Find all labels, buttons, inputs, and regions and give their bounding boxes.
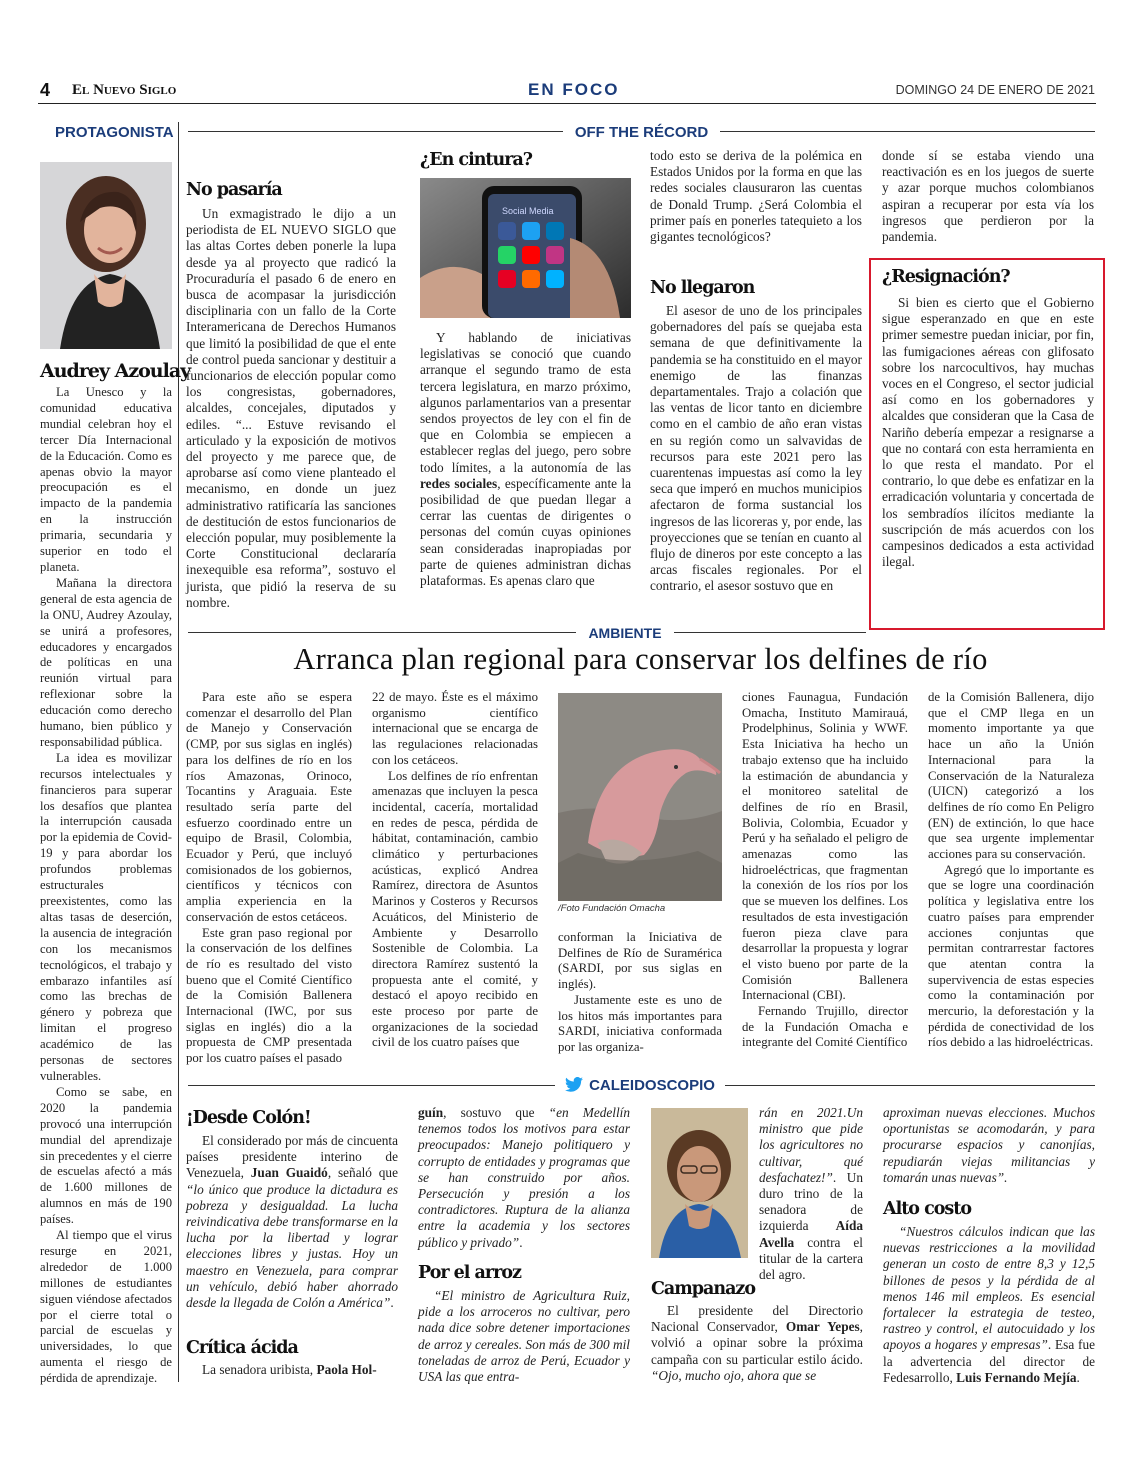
en-cintura-bold: redes sociales <box>420 475 498 491</box>
left-column-divider <box>178 122 179 1382</box>
col3-top-paragraph: todo esto se deriva de la polémica en Estados Unidos por la forma en que las redes sociales clausuraron las cuentas de Donald Trump. ¿Será Colombia el primer país en ponerles tatequieto a los gigantes tecnológicos? <box>650 148 862 245</box>
desde-colon-quote: “lo único que produce la dictadura es pobreza y desigualdad. La lucha reivindicativa debe transformarse en la lucha por la libertad y lograr elecciones libres y justas. Hoy un maestro en Venezuela, para comprar un vehículo, debió haber ahorrado desde la llegada de Colón a América” <box>186 1181 398 1311</box>
ambiente-paragraph: Para este año se espera comenzar el desarrollo del Plan de Manejo y Conservación (CMP, por sus siglas en inglés) para los delfines de río en los ríos Amazonas, Orinoco, Tocantins y Araguaia. Este resultado sería parte del esfuerzo coordinado entre un equipo de Brasil, Colombia, Ecuador y Perú, que incluyó comisionados de los gobiernos, científicos y técnicos con amplia experiencia en la conservación de estos cetáceos. <box>186 690 352 924</box>
protagonista-paragraph: Al tiempo que el virus resurge en 2021, alrededor de 1.000 millones de estudiantes siguen viéndose afectados por el cierre total o parcial de escuelas y universidades, lo que aumenta el riesgo de pérdida de aprendizaje. <box>40 1228 172 1386</box>
cal-col2-quote: “en Medellín tenemos todos los motivos para estar preocupados: Manejo politiquero y corrupto de entidades y programas que se han construido por años. Persecución y presión a los contradictores. Ruptura de la alianza entre la academia y los sectores público y privado” <box>418 1105 630 1250</box>
por-el-arroz-title: Por el arroz <box>418 1263 521 1283</box>
campanazo-text <box>651 1303 863 1384</box>
ambiente-col2 <box>372 690 538 1051</box>
cal-col4-text <box>883 1105 1095 1186</box>
cal-col2-t1: , sostuvo que <box>443 1105 549 1120</box>
ambiente-paragraph: Justamente este es uno de los hitos más importantes para SARDI, iniciativa conformada por las organiza- <box>558 992 722 1054</box>
resignacion-text <box>882 295 1094 570</box>
no-llegaron-text <box>650 303 862 595</box>
campanazo-t2: , volvió a opinar sobre la próxima campaña con su particular estilo ácido. <box>651 1319 863 1367</box>
alto-costo-quote: “Nuestros cálculos indican que las nuevas restricciones a la movilidad generan un costo de entre 8,3 y 12,5 billones de pesos y la pérdida de al menos 146 mil empleos. Es esencial fortalecer la estrategia de testeo, rastreo y control, el autocuidado y los apoyos a hogares y empresas” <box>883 1224 1095 1353</box>
desde-colon-title: ¡Desde Colón! <box>186 1108 311 1128</box>
ambiente-col4 <box>742 690 908 1051</box>
por-el-arroz-quote: “El ministro de Agricultura Ruiz, pide a los arroceros no cultivar, pero nada dice sobre detener importaciones de arroz y cereales. Son más de 300 mil toneladas de arroz de Perú, Ecuador y USA las que entra- <box>418 1288 630 1385</box>
critica-acida-title: Crítica ácida <box>186 1338 298 1358</box>
no-pasaria-text <box>186 206 396 611</box>
section-title: EN FOCO <box>528 80 620 99</box>
desde-colon-t2: , señaló que <box>327 1165 398 1181</box>
ambiente-label: AMBIENTE <box>576 625 673 641</box>
ambiente-headline: Arranca plan regional para conservar los delfines de río <box>293 642 988 676</box>
ambiente-paragraph: ciones Faunagua, Fundación Omacha, Instituto Mamirauá, Prodelphinus, Solinia y WWF. Esta Iniciativa ha hecho un trabajo extenso que ha incluido la estimación de abundancia y el monitoreo satelital de delfines de río en Brasil, Bolivia, Colombia, Ecuador y Perú y ha señalado el peligro de amenazas como las hidroeléctricas, que fragmentan la conexión de los ríos por los que se mueven los delfines. Los resultados de esta investigación fueron pieza clave para desarrollar la propuesta y lograr el visto bueno por parte de la Comisión Ballenera Internacional (CBI). <box>742 690 908 1003</box>
twitter-icon <box>565 1077 583 1092</box>
en-cintura-text <box>420 330 631 589</box>
alto-costo-text <box>883 1224 1095 1386</box>
no-llegaron-title: No llegaron <box>650 278 755 298</box>
page-header <box>40 80 1095 102</box>
col4-top-paragraph: donde sí se estaba viendo una reactivación es en los juegos de suerte y azar porque muchos colombianos aspiran a recuperar por esta vía los ingresos que perdieron por la pandemia. <box>882 148 1094 245</box>
alto-costo-title: Alto costo <box>883 1199 972 1219</box>
no-pasaria-paragraph: Un exmagistrado le dijo a un periodista de EL NUEVO SIGLO que las altas Cortes deben ponerle la lupa desde ya al proyecto que radicó la Procuraduría el pasado 6 de enero en busca de acompasar la jurisdicción disciplinaria con un fallo de la Corte Interamericana de Derechos Humanos que limitó la posibilidad de que el ente de control pueda sancionar y destituir a funcionarios de elección popular como los congresistas, gobernadores, alcaldes, concejales, diputados y ediles. “... Estuve revisando el articulado y la exposición de motivos del proyecto y me parece que, de aprobarse así como viene planteado el mecanismo, en donde un juez administrativo ratificaría las sanciones de destitución de estos funcionarios de elección popular, muy posiblemente la Corte Constitucional declararía inexequible esa reforma”, sostuvo el jurista, que pidió la reserva de su nombre. <box>186 206 396 610</box>
protagonista-paragraph: La Unesco y la comunidad educativa mundial celebran hoy el tercer Día Internacional de la Educación. Como es apenas obvio la mayor preocupación es el impacto de la pandemia en la instrucción primaria, secundaria y superior en todo el planeta. <box>40 385 172 574</box>
campanazo-t1: El presidente del Directorio Nacional Conservador, <box>651 1303 863 1335</box>
ambiente-col1 <box>186 690 352 1067</box>
por-el-arroz-text <box>418 1288 630 1385</box>
protagonista-label: PROTAGONISTA <box>55 124 174 141</box>
protagonista-paragraph: Mañana la directora general de esta agencia de la ONU, Audrey Azoulay, se unirá a profesores, educadores y encargados de políticas en una reunión virtual para reflexionar sobre la educación como derecho humano, bien público y responsabilidad pública. <box>40 575 172 749</box>
photo-credit: /Foto Fundación Omacha <box>558 903 666 914</box>
col3-continuation <box>650 148 862 245</box>
campanazo-quote: “Ojo, mucho ojo, ahora que se <box>651 1367 817 1383</box>
en-cintura-text-2: , específicamente ante la posibilidad de que puedan llegar a cerrar las cuentas de dirigentes o personas del común cuyas opiniones sean consideradas inapropiadas por parte de quienes administran dichas plataformas. Es apenas claro que <box>420 475 631 589</box>
cal-col3-text <box>759 1105 863 1283</box>
header-rule <box>38 103 1096 104</box>
alto-costo-t1: . Esa fue la advertencia del director de Fedesarrollo, <box>883 1337 1096 1385</box>
desde-colon-t1: El considerado por más de cincuenta países presidente interino de Venezuela, <box>186 1133 398 1181</box>
col4-continuation <box>882 148 1094 245</box>
ambiente-paragraph: Agregó que lo importante es que se logre una coordinación política y legislativa entre los cuatro países para emprender acciones conjuntas que permitan contrarrestar factores que atentan contra la supervivencia de estas especies como la contaminación por mercurio, la deforestación y la pérdida de conectividad de los ríos debido a las hidroeléctricas. <box>928 862 1094 1050</box>
cal-col3-t2: contra el titular de la cartera del agro. <box>759 1234 863 1283</box>
cal-col2-end: . <box>519 1234 523 1250</box>
resignacion-paragraph: Si bien es cierto que el Gobierno sigue esperanzado en que en este primer semestre puedan iniciar, por fin, las fumigaciones aéreas con glifosato sobre los narcocultivos, hay muchas voces en el Congreso, el sector judicial así como en los gobernadores y alcaldes que consideran que la Casa de Nariño debería empezar a resignarse a que no contará con esta herramienta en lo que resta el mandato. Por el contrario, lo que debe es enfatizar en la erradicación voluntaria y concertada de los sembradíos ilícitos mediante la suscripción de más acuerdos con los campesinos dedicados a esta actividad ilegal. <box>882 295 1094 570</box>
alto-costo-end: . <box>1076 1369 1080 1385</box>
protagonista-name: Audrey Azoulay <box>40 360 191 382</box>
cal-col2-name: guín <box>418 1105 444 1120</box>
no-llegaron-paragraph: El asesor de uno de los principales gobernadores del país se quejaba esta semana de que definitivamente la pandemia se ha constituido en el mayor enemigo de las finanzas departamentales. Trajo a colación que las ventas de licor tanto en diciembre como en el cambio de año eran vistas en su región como un salvavidas de recursos para este 2021 pero las cuarentenas impuestas así como la ley seca que imperó en muchos municipios afectaron de forma sustancial los ingresos de las licoreras y, por ende, las proyecciones que se tenían en cuanto al flujo de dineros por este concepto a las arcas fiscales regionales. Por el contrario, el asesor sostuvo que en <box>650 303 862 594</box>
ambiente-col3 <box>558 930 722 1056</box>
off-record-label: OFF THE RÉCORD <box>563 124 720 141</box>
protagonista-paragraph: Como se sabe, en 2020 la pandemia provocó una interrupción mundial del aprendizaje sin precedentes y el cierre de escuelas afectó a más de 1.600 millones de alumnos en más de 190 países. <box>40 1084 172 1227</box>
campanazo-name: Omar Yepes <box>785 1319 860 1335</box>
ambiente-paragraph: 22 de mayo. Éste es el máximo organismo científico internacional que se encarga de las regulaciones relacionadas con los cetáceos. <box>372 690 538 767</box>
no-pasaria-title: No pasaría <box>186 180 282 200</box>
desde-colon-name: Juan Guaidó <box>250 1165 328 1181</box>
cal-col4-top: aproximan nuevas elecciones. Muchos oportunistas se acomodarán, y para procurarse espacios y canonjías, repudiarán viejas militancias y tomarán unas nuevas”. <box>883 1105 1095 1185</box>
ambiente-paragraph: Fernando Trujillo, director de la Fundación Omacha e integrante del Comité Científico <box>742 1004 908 1050</box>
en-cintura-text-1: Y hablando de iniciativas legislativas se conoció que cuando arranque el segundo tramo de esta tercera legislatura, en marzo próximo, algunos parlamentarios van a presentar sendos proyectos de ley con el fin de que en Colombia se empiecen a establecer reglas del juego, pero sobre todo límites, a la autonomía de las <box>420 330 631 475</box>
ambiente-paragraph: Este gran paso regional por la conservación de los delfines de río es resultado del visto bueno que el Comité Científico de la Comisión Ballenera Internacional (IWC, por sus siglas en inglés) dio a la propuesta de CMP presentada por los cuatro países el pasado <box>186 925 352 1066</box>
audrey-azoulay-photo <box>40 162 172 349</box>
social-media-phone-photo <box>420 178 631 318</box>
caleidoscopio-label: CALEIDOSCOPIO <box>589 1077 715 1094</box>
ambiente-paragraph: conforman la Iniciativa de Delfines de Río de Suramérica (SARDI, por sus siglas en inglés). <box>558 930 722 992</box>
river-dolphin-photo <box>558 693 722 901</box>
desde-colon-text <box>186 1133 398 1311</box>
phone-screen-label: Social Media <box>502 206 554 216</box>
desde-colon-end: . <box>390 1295 394 1311</box>
campanazo-title: Campanazo <box>651 1279 756 1299</box>
protagonista-article <box>40 385 172 1387</box>
cal-col2-text <box>418 1105 630 1251</box>
critica-acida-name: Paola Hol- <box>316 1362 377 1377</box>
ambiente-paragraph: de la Comisión Ballenera, dijo que el CMP llega en un momento importante ya que hace un año la Unión Internacional para la Conservación de la Naturaleza (UICN) categorizó a los delfines de río como En Peligro (EN) de extinción, lo que hace que sea urgente implementar acciones para su conservación. <box>928 690 1094 862</box>
cal-col3-t1: . Un duro trino de la senadora de izquierda <box>759 1169 863 1234</box>
alto-costo-name: Luis Fernando Mejía <box>956 1369 1077 1385</box>
cal-col3-name: Aída Avella <box>759 1218 863 1250</box>
critica-acida-text <box>186 1362 398 1378</box>
cal-col3-quote: rán en 2021.Un ministro que pide los agricultores no cultivar, qué desfachatez!” <box>759 1105 863 1185</box>
page-number: 4 <box>40 80 51 100</box>
critica-acida-t1: La senadora uribista, <box>202 1362 317 1377</box>
ambiente-paragraph: Los delfines de río enfrentan amenazas que incluyen la pesca incidental, cacería, mortalidad en redes de pesca, pérdida de hábitat, contaminación, cambio climático y perturbaciones acústicas, explicó Andrea Ramírez, directora de Asuntos Marinos y Costeros y Recursos Acuáticos, del Ministerio de Ambiente y Desarrollo Sostenible de Colombia. La directora Ramírez sustentó la propuesta ante el comité, y destacó el apoyo recibido en este proceso por parte de organizaciones de la sociedad civil de los cuatro países que <box>372 768 538 1050</box>
ambiente-col5 <box>928 690 1094 1051</box>
en-cintura-title: ¿En cintura? <box>420 150 533 170</box>
aida-avella-photo <box>651 1108 748 1258</box>
masthead-name: El Nuevo Siglo <box>72 82 177 98</box>
protagonista-paragraph: La idea es movilizar recursos intelectuales y financieros para superar los desafíos que plantea la interrupción causada por la epidemia de Covid-19 y para abordar los profundos problemas estructurales preexistentes, como las altas tasas de deserción, la ausencia de integración con los mecanismos tecnológicos, el trabajo y embarazo infantiles así como las brechas de género y pobreza que limitan el progreso académico de las personas de sectores vulnerables. <box>40 750 172 1083</box>
resignacion-title: ¿Resignación? <box>882 267 1010 287</box>
issue-date: DOMINGO 24 DE ENERO DE 2021 <box>895 83 1095 97</box>
